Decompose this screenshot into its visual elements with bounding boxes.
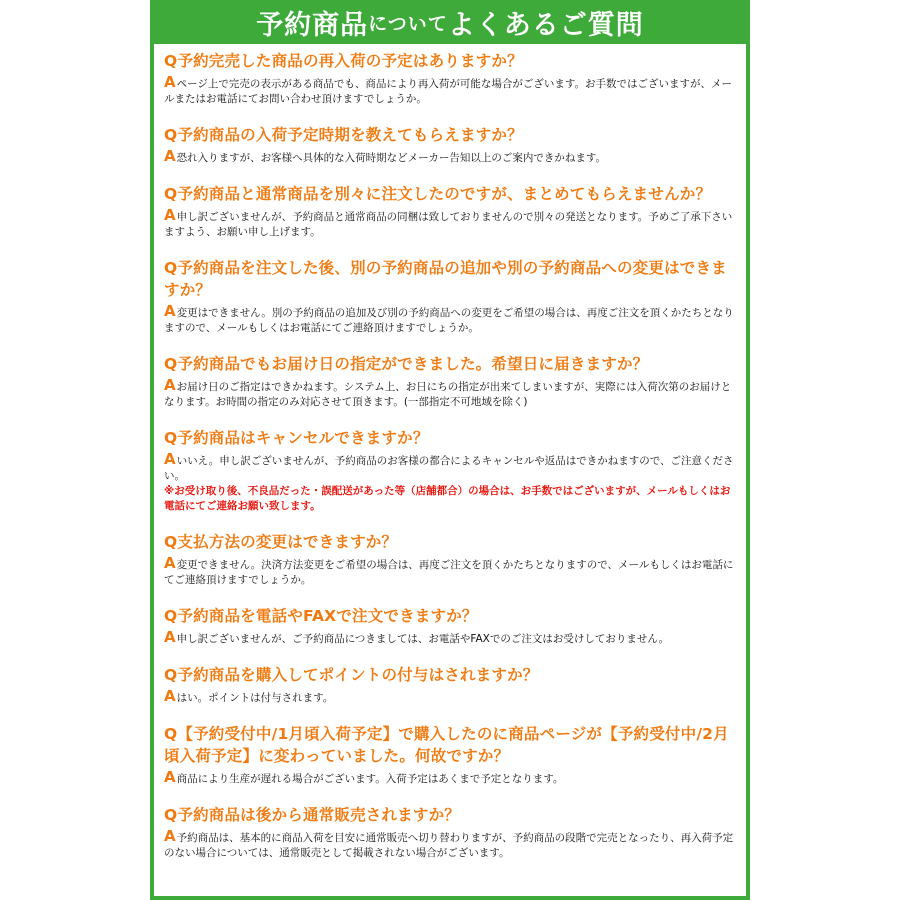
faq-answer-text: 申し訳ございませんが、予約商品と通常商品の同梱は致しておりませんので別々の発送となります。予めご了承下さいますよう、お願い申し上げます。 [164, 211, 733, 238]
faq-question: Q【予約受付中/1月頃入荷予定】で購入したのに商品ページが【予約受付中/2月頃入荷予定】に変わっていました。何故ですか？ [164, 725, 729, 765]
faq-question: Q支払方法の変更はできますか？ [164, 533, 398, 551]
faq-answer-text: いいえ。申し訳ございませんが、予約商品のお客様の都合によるキャンセルや返品はできかねますので、ご注意ください。 [164, 455, 734, 482]
faq-answer-text: ページ上で完売の表示がある商品でも、商品により再入荷が可能な場合がございます。お手数ではございますが、メールまたはお電話にてお問い合わせ頂けますでしょうか。 [164, 78, 733, 105]
faq-warning-note: ※お受け取り後、不良品だった・誤配送があった等（店舗都合）の場合は、お手数ではございますが、メールもしくはお電話にてご連絡お願い致します。 [164, 485, 731, 512]
faq-item [164, 50, 738, 107]
faq-answer [164, 630, 738, 647]
faq-question: Q予約商品と通常商品を別々に注文したのですが、まとめてもらえませんか？ [164, 185, 712, 203]
header-title-part3: よくあるご質問 [447, 9, 644, 41]
faq-answer [164, 304, 738, 336]
faq-question: Q予約商品を購入してポイントの付与はされますか？ [164, 666, 539, 684]
answer-mark: A [164, 147, 176, 165]
answer-mark: A [164, 206, 176, 224]
faq-question: Q予約商品はキャンセルできますか？ [164, 429, 429, 447]
answer-mark: A [164, 768, 176, 786]
faq-answer [164, 770, 738, 787]
answer-mark: A [164, 827, 176, 845]
faq-answer-text: 恐れ入りますが、お客様へ具体的な入荷時期などメーカー告知以上のご案内できかねます。 [176, 152, 607, 164]
faq-answer-text: お届け日のご指定はできかねます。システム上、お日にちの指定が出来てしまいますが、実際には入荷次第のお届けとなります。お時間の指定のみ対応させて頂きます。(一部指定不可地域を除く) [164, 381, 732, 408]
faq-question: Q予約商品でもお届け日の指定ができました。希望日に届きますか？ [164, 355, 649, 373]
faq-item [164, 124, 738, 166]
answer-mark: A [164, 687, 176, 705]
faq-question: Q予約商品の入荷予定時期を教えてもらえますか？ [164, 126, 523, 144]
faq-item [164, 804, 738, 861]
answer-mark: A [164, 73, 176, 91]
faq-item [164, 531, 738, 588]
faq-answer [164, 829, 738, 861]
answer-mark: A [164, 554, 176, 572]
faq-answer-text: 変更はできません。別の予約商品の追加及び別の予約商品への変更をご希望の場合は、再度ご注文を頂くかたちとなりますので、メールもしくはお電話にてご連絡頂けますでしょうか。 [164, 307, 734, 334]
faq-answer-text: 予約商品は、基本的に商品入荷を目安に通常販売へ切り替わりますが、予約商品の段階で完売となったり、再入荷予定のない場合については、通常販売として掲載されない場合がございます。 [164, 832, 734, 859]
faq-frame [150, 0, 750, 900]
answer-mark: A [164, 628, 176, 646]
faq-answer [164, 149, 738, 166]
faq-answer-text: 変更できません。決済方法変更をご希望の場合は、再度ご注文を頂くかたちとなりますので、メールもしくはお電話にてご連絡頂けますでしょうか。 [164, 559, 734, 586]
faq-panel [154, 44, 746, 896]
faq-answer [164, 75, 738, 107]
faq-answer [164, 689, 738, 706]
faq-question: Q予約商品を注文した後、別の予約商品の追加や別の予約商品への変更はできますか？ [164, 259, 727, 299]
faq-question: Q予約商品を電話やFAXで注文できますか？ [164, 607, 478, 625]
answer-mark: A [164, 376, 176, 394]
faq-item [164, 183, 738, 240]
faq-header [150, 0, 750, 44]
faq-answer [164, 378, 738, 410]
faq-answer-text: 商品により生産が遅れる場合がございます。入荷予定はあくまで予定となります。 [176, 773, 564, 785]
faq-item [164, 605, 738, 647]
faq-question: Q予約完売した商品の再入荷の予定はありますか？ [164, 52, 523, 70]
faq-answer [164, 208, 738, 240]
faq-answer-text: 申し訳ございませんが、ご予約商品につきましては、お電話やFAXでのご注文はお受けしておりません。 [176, 633, 669, 645]
answer-mark: A [164, 450, 176, 468]
header-title-part2: について [368, 12, 448, 35]
faq-question: Q予約商品は後から通常販売されますか？ [164, 806, 460, 824]
faq-item [164, 257, 738, 336]
header-title-part1: 予約商品 [256, 9, 369, 41]
faq-answer [164, 556, 738, 588]
faq-answer-text: はい。ポイントは付与されます。 [176, 692, 334, 704]
faq-item [164, 664, 738, 706]
faq-item [164, 427, 738, 514]
faq-answer [164, 452, 738, 514]
faq-item [164, 353, 738, 410]
answer-mark: A [164, 302, 176, 320]
faq-item [164, 723, 738, 787]
